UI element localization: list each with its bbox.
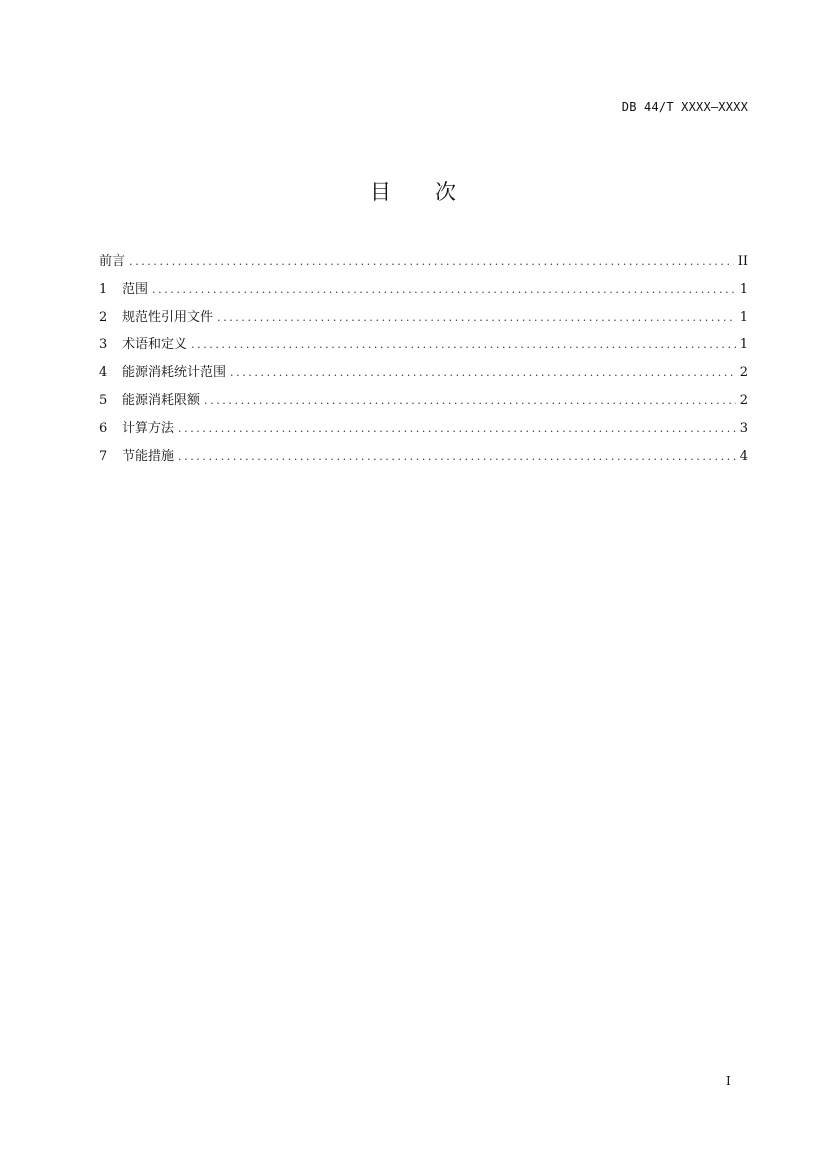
toc-entry-page: 2: [739, 365, 748, 381]
toc-entry-normative-references[interactable]: [99, 309, 748, 337]
toc-leader-dots: [204, 392, 736, 409]
toc-leader-dots: [217, 309, 736, 326]
toc-leader-dots: [152, 281, 736, 298]
toc-entry-number: 3: [99, 337, 108, 353]
toc-title-char-2: 次: [435, 180, 456, 204]
toc-entry-text: 规范性引用文件: [122, 309, 214, 325]
toc-entry-number: 2: [99, 309, 108, 325]
toc-entry-text: 范围: [122, 281, 149, 297]
page-number: I: [726, 1074, 731, 1088]
toc-entry-text: 术语和定义: [122, 337, 188, 353]
toc-entry-page: 1: [739, 309, 748, 325]
toc-entry-number: 6: [99, 420, 108, 436]
toc-entry-text: 能源消耗统计范围: [122, 365, 227, 381]
toc-leader-dots: [129, 253, 734, 270]
toc-entry-page: 3: [739, 420, 748, 436]
toc-entry-page: 1: [739, 281, 748, 297]
toc-entry-number: 7: [99, 448, 108, 464]
toc-entry-foreword[interactable]: [99, 253, 748, 281]
table-of-contents: [99, 253, 748, 475]
toc-entry-text: 节能措施: [122, 448, 175, 464]
toc-entry-page: 1: [739, 337, 748, 353]
toc-leader-dots: [178, 420, 736, 437]
toc-entry-page: 2: [739, 392, 748, 408]
toc-entry-text: 前言: [99, 254, 126, 269]
toc-entry-number: 5: [99, 392, 108, 408]
toc-entry-text: 能源消耗限额: [122, 392, 201, 408]
toc-entry-page: 4: [739, 448, 748, 464]
toc-leader-dots: [230, 364, 736, 381]
toc-entry-page: II: [737, 254, 748, 269]
toc-leader-dots: [191, 336, 736, 353]
toc-title-char-1: 目: [370, 180, 391, 204]
toc-entry-energy-statistics-scope[interactable]: [99, 364, 748, 392]
toc-entry-number: 4: [99, 365, 108, 381]
toc-leader-dots: [178, 448, 736, 465]
toc-entry-energy-limits[interactable]: [99, 392, 748, 420]
toc-entry-number: 1: [99, 281, 108, 297]
toc-entry-text: 计算方法: [122, 420, 175, 436]
document-code-header: DB 44/T XXXX—XXXX: [621, 100, 748, 114]
toc-entry-terms-definitions[interactable]: [99, 336, 748, 364]
toc-entry-calculation-method[interactable]: [99, 420, 748, 448]
toc-entry-energy-saving-measures[interactable]: [99, 448, 748, 476]
toc-entry-scope[interactable]: [99, 281, 748, 309]
toc-title: [0, 176, 826, 206]
